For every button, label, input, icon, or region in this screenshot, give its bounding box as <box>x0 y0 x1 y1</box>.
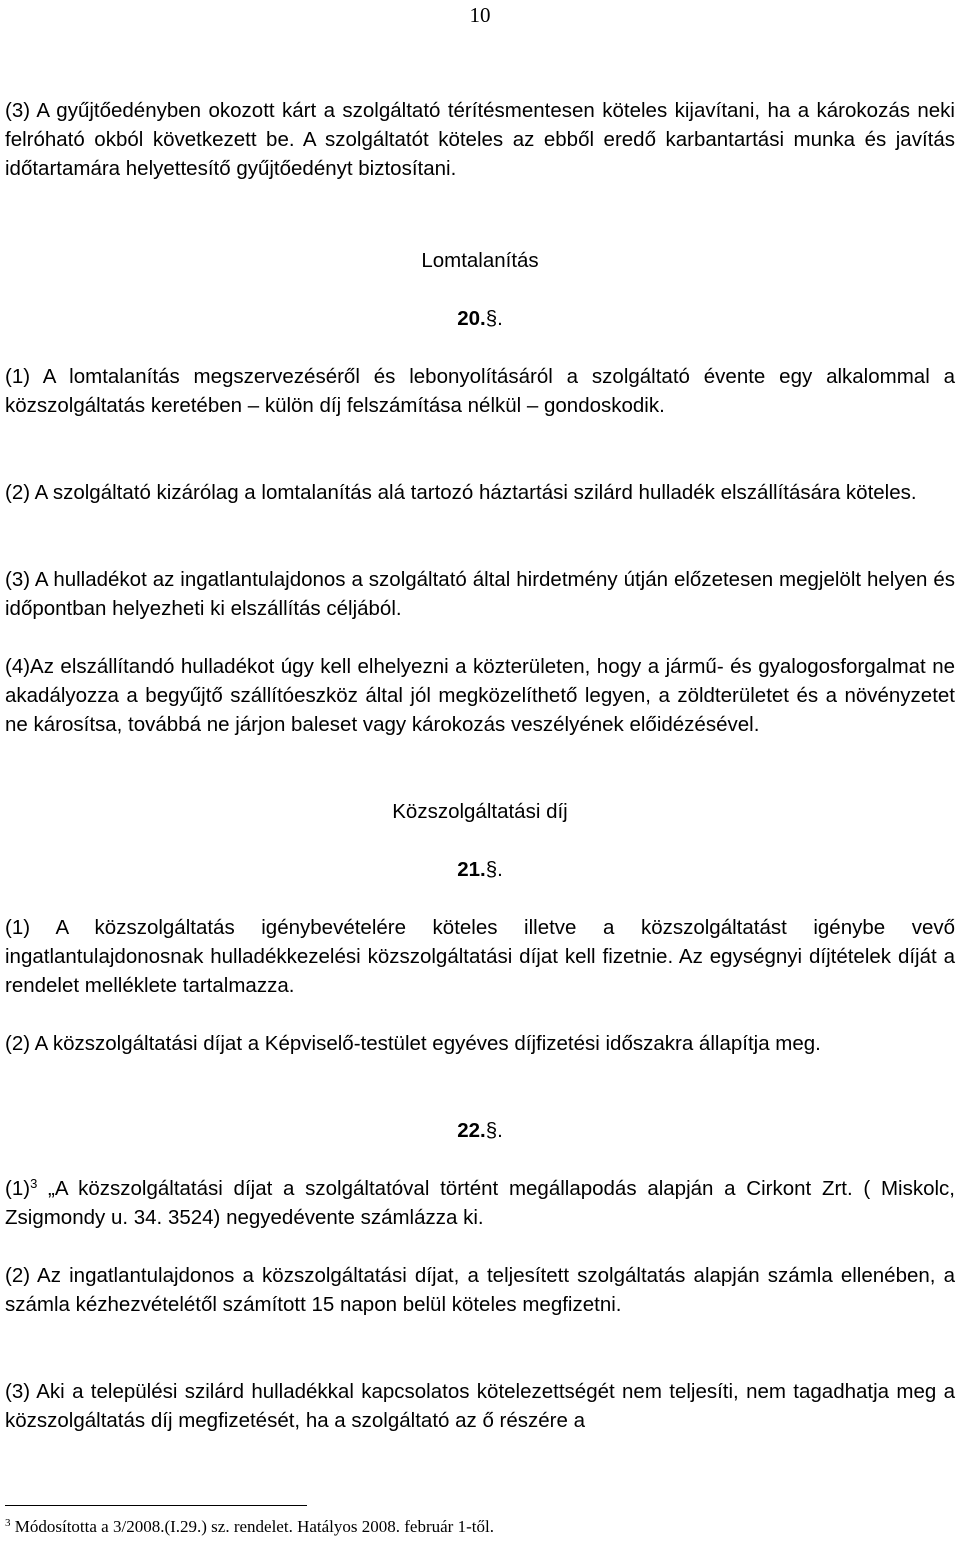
page-number: 10 <box>469 3 491 27</box>
section-number-20 <box>0 304 960 333</box>
section-sign: §. <box>485 1119 503 1142</box>
footnote-text: Módosította a 3/2008.(I.29.) sz. rendelet. Hatályos 2008. február 1-től. <box>10 1517 494 1536</box>
paragraph-22-2: (2) Az ingatlantulajdonos a közszolgáltatási díjat, a teljesített szolgáltatás alapján számla ellenében, a számla kézhezvételétől számított 15 napon belül köteles megfizetni. <box>5 1264 955 1316</box>
footnote <box>5 1516 955 1538</box>
paragraph-21-1: (1) A közszolgáltatás igénybevételére köteles illetve a közszolgáltatást igénybe vevő ingatlantulajdonosnak hulladékkezelési közszolgáltatási díjat kell fizetnie. Az egységnyi díjtételek díját a rendelet melléklete tartalmazza. <box>5 916 955 997</box>
paragraph-text: „A közszolgáltatási díjat a szolgáltatóval történt megállapodás alapján a Cirkont Zrt. ( Miskolc, Zsigmondy u. 34. 3524) negyedévente számlázza ki. <box>5 1177 955 1229</box>
footnote-reference[interactable]: 3 <box>30 1176 38 1191</box>
footnote-number: 3 <box>5 1517 11 1529</box>
paragraph-20-1: (1) A lomtalanítás megszervezéséről és lebonyolításáról a szolgáltató évente egy alkalommal a közszolgáltatás keretében – külön díj felszámítása nélkül – gondoskodik. <box>5 365 955 417</box>
section-number-value: 21. <box>457 858 486 881</box>
paragraph-20-3: (3) A hulladékot az ingatlantulajdonos a szolgáltató által hirdetmény útján előzetesen megjelölt helyen és időpontban helyezheti ki elszállítás céljából. <box>5 568 955 620</box>
paragraph-19-3: (3) A gyűjtőedényben okozott kárt a szolgáltató térítésmentesen köteles kijavítani, ha a károkozás neki felróható okból következett be. A szolgáltatót köteles az ebből eredő karbantartási munka és javítás időtartamára helyettesítő gyűjtőedényt biztosítani. <box>5 99 955 180</box>
section-sign: §. <box>485 307 503 330</box>
footnote-separator <box>5 1505 307 1506</box>
paragraph-22-3: (3) Aki a települési szilárd hulladékkal kapcsolatos kötelezettségét nem teljesíti, nem tagadhatja meg a közszolgáltatás díj megfizetését, ha a szolgáltató az ő részére a <box>5 1380 955 1432</box>
section-number-21 <box>0 855 960 884</box>
section-number-value: 20. <box>457 307 486 330</box>
paragraph-20-4: (4)Az elszállítandó hulladékot úgy kell elhelyezni a közterületen, hogy a jármű- és gyalogosforgalmat ne akadályozza a begyűjtő szállítóeszköz által jól megközelíthető legyen, a zöldterületet és a növényzetet ne károsítsa, továbbá ne járjon baleset vagy károkozás veszélyének előidézésével. <box>5 655 955 736</box>
paragraph-22-1 <box>5 1174 955 1232</box>
heading-lomtalanitas: Lomtalanítás <box>421 249 539 272</box>
heading-kozszolgaltatasi-dij: Közszolgáltatási díj <box>392 800 568 823</box>
paragraph-prefix: (1) <box>5 1177 31 1200</box>
section-number-value: 22. <box>457 1119 486 1142</box>
section-sign: §. <box>485 858 503 881</box>
paragraph-20-2: (2) A szolgáltató kizárólag a lomtalanítás alá tartozó háztartási szilárd hulladék elszállítására köteles. <box>5 481 917 504</box>
paragraph-21-2: (2) A közszolgáltatási díjat a Képviselő-testület egyéves díjfizetési időszakra állapítja meg. <box>5 1032 821 1055</box>
section-number-22 <box>0 1116 960 1145</box>
